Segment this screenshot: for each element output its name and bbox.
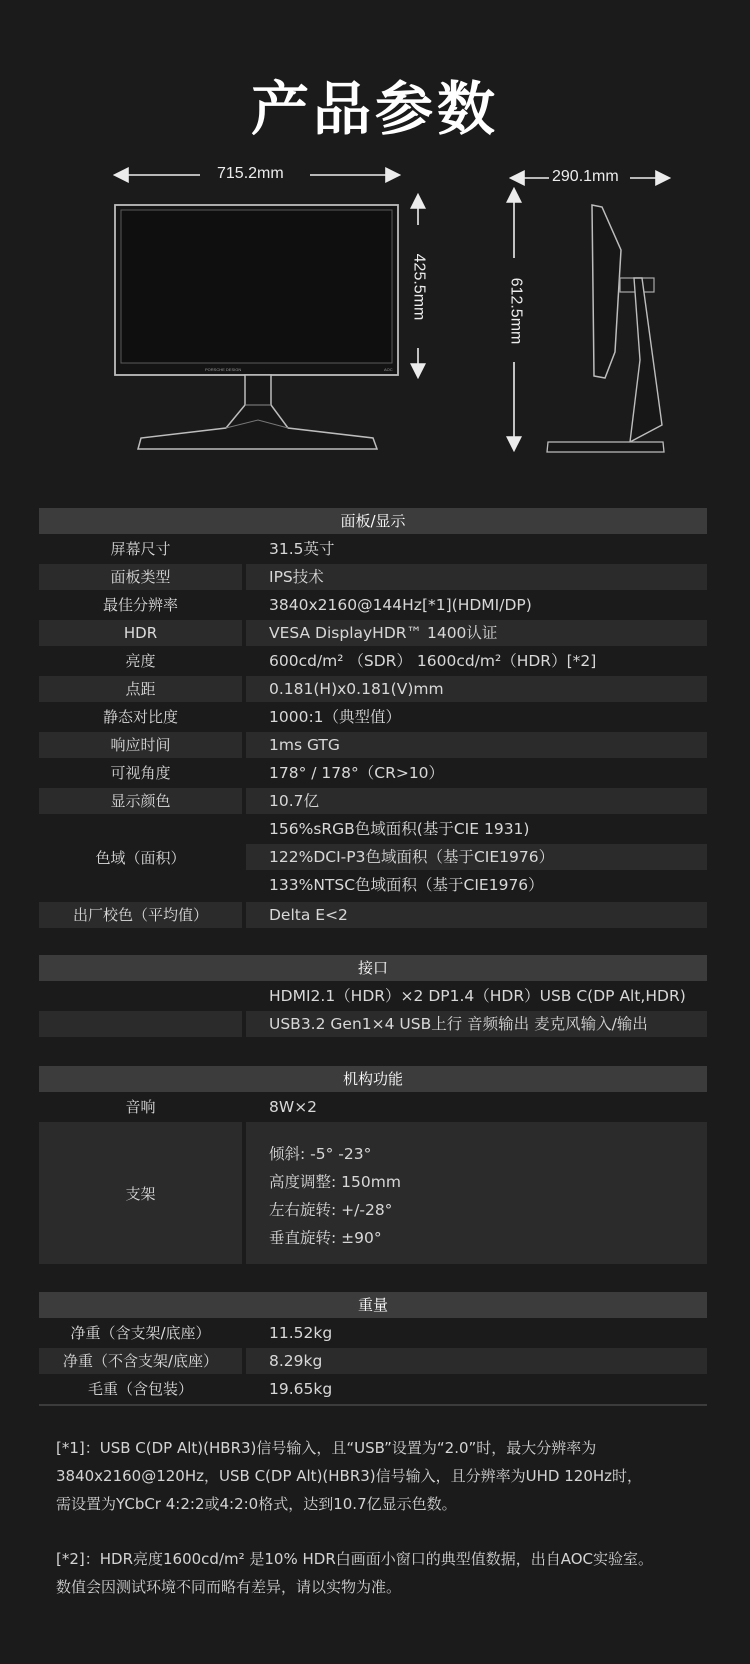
spec-row bbox=[39, 704, 707, 730]
monitor-front-stand bbox=[138, 375, 377, 449]
stand-row bbox=[39, 1122, 707, 1264]
spec-row bbox=[39, 1376, 707, 1402]
gamut-value: 122%DCI-P3色域面积（基于CIE1976） bbox=[246, 844, 707, 870]
footnote-line: [*1]：USB C(DP Alt)(HBR3)信号输入，且“USB”设置为“2.0”时，最大分辨率为 bbox=[56, 1439, 597, 1457]
spec-value: 19.65kg bbox=[269, 1380, 333, 1398]
spec-row bbox=[39, 648, 707, 674]
gamut-label: 色域（面积） bbox=[95, 848, 186, 867]
spec-label: HDR bbox=[39, 620, 242, 646]
mechanical-header: 机构功能 bbox=[39, 1066, 707, 1092]
bezel-logo: AOC bbox=[384, 367, 393, 372]
spec-row bbox=[39, 564, 707, 590]
depth-label: 290.1mm bbox=[552, 168, 619, 185]
ports-header: 接口 bbox=[39, 955, 707, 981]
monitor-side-panel bbox=[592, 205, 621, 378]
panel-section bbox=[39, 508, 707, 930]
ports-value: HDMI2.1（HDR）×2 DP1.4（HDR）USB C(DP Alt,HDR) bbox=[269, 987, 686, 1005]
footnote-line: 数值会因测试环境不同而略有差异，请以实物为准。 bbox=[56, 1578, 402, 1596]
spec-value: 1ms GTG bbox=[246, 732, 707, 758]
spec-value: 8W×2 bbox=[269, 1098, 318, 1116]
spec-label: 可视角度 bbox=[110, 764, 171, 782]
spec-row bbox=[39, 1094, 707, 1120]
ports-row bbox=[39, 983, 707, 1009]
spec-row bbox=[39, 620, 707, 646]
gamut-value: 133%NTSC色域面积（基于CIE1976） bbox=[269, 876, 544, 894]
spec-label: 点距 bbox=[39, 676, 242, 702]
spec-label: 面板类型 bbox=[39, 564, 242, 590]
footnote-line: 需设置为YCbCr 4:2:2或4:2:0格式，达到10.7亿显示色数。 bbox=[56, 1495, 457, 1513]
spec-row bbox=[39, 732, 707, 758]
spec-value: 600cd/m² （SDR） 1600cd/m²（HDR）[*2] bbox=[269, 652, 597, 670]
spec-row bbox=[39, 902, 707, 928]
spec-value: Delta E<2 bbox=[246, 902, 707, 928]
spec-label: 静态对比度 bbox=[102, 708, 178, 726]
dimension-diagram bbox=[0, 0, 750, 470]
footnote-line: [*2]：HDR亮度1600cd/m² 是10% HDR白画面小窗口的典型值数据，出自AOC实验室。 bbox=[56, 1550, 654, 1568]
spec-label: 最佳分辨率 bbox=[102, 596, 178, 614]
stand-label: 支架 bbox=[39, 1122, 242, 1264]
spec-value: 0.181(H)x0.181(V)mm bbox=[246, 676, 707, 702]
spec-row bbox=[39, 676, 707, 702]
stand-value: 左右旋转: +/-28° bbox=[269, 1201, 393, 1219]
spec-label: 屏幕尺寸 bbox=[110, 540, 171, 558]
spec-value: 3840x2160@144Hz[*1](HDMI/DP) bbox=[269, 596, 532, 614]
spec-label: 亮度 bbox=[125, 652, 156, 670]
footnote-1 bbox=[56, 1434, 706, 1518]
mechanical-section bbox=[39, 1066, 707, 1266]
spec-label: 音响 bbox=[125, 1098, 156, 1116]
monitor-side-stand bbox=[630, 278, 662, 442]
spec-value: 178° / 178°（CR>10） bbox=[269, 764, 445, 782]
ports-value: USB3.2 Gen1×4 USB上行 音频输出 麦克风输入/输出 bbox=[246, 1011, 707, 1037]
weight-header: 重量 bbox=[39, 1292, 707, 1318]
gamut-value: 156%sRGB色域面积(基于CIE 1931) bbox=[269, 820, 530, 838]
spec-label: 毛重（含包装） bbox=[87, 1380, 193, 1398]
spec-row bbox=[39, 1348, 707, 1374]
spec-value: 1000:1（典型值） bbox=[269, 708, 402, 726]
spec-row bbox=[39, 760, 707, 786]
spec-row bbox=[39, 592, 707, 618]
spec-value: 10.7亿 bbox=[246, 788, 707, 814]
gamut-row bbox=[39, 816, 707, 900]
divider bbox=[39, 1404, 707, 1406]
stand-value: 垂直旋转: ±90° bbox=[269, 1229, 382, 1247]
stand-value: 高度调整: 150mm bbox=[269, 1173, 401, 1191]
page-title: 产品参数 bbox=[250, 75, 499, 143]
footnote-2 bbox=[56, 1545, 706, 1601]
spec-value: VESA DisplayHDR™ 1400认证 bbox=[246, 620, 707, 646]
screen-height-label: 425.5mm bbox=[410, 253, 428, 321]
spec-value: 11.52kg bbox=[269, 1324, 333, 1342]
width-label: 715.2mm bbox=[217, 165, 284, 182]
weight-section bbox=[39, 1292, 707, 1406]
spec-label: 出厂校色（平均值） bbox=[39, 902, 242, 928]
spec-label: 显示颜色 bbox=[39, 788, 242, 814]
bezel-brand: PORSCHE DESIGN bbox=[205, 367, 242, 372]
panel-header: 面板/显示 bbox=[39, 508, 707, 534]
spec-value: 8.29kg bbox=[246, 1348, 707, 1374]
spec-value: 31.5英寸 bbox=[269, 540, 335, 558]
ports-row bbox=[39, 1011, 707, 1037]
spec-label: 响应时间 bbox=[39, 732, 242, 758]
spec-row bbox=[39, 536, 707, 562]
spec-row bbox=[39, 1320, 707, 1346]
footnote-line: 3840x2160@120Hz，USB C(DP Alt)(HBR3)信号输入，且分辨率为UHD 120Hz时， bbox=[56, 1467, 643, 1485]
total-height-label: 612.5mm bbox=[507, 277, 525, 345]
spec-row bbox=[39, 788, 707, 814]
spec-value: IPS技术 bbox=[246, 564, 707, 590]
ports-section bbox=[39, 955, 707, 1039]
monitor-side-base bbox=[547, 442, 664, 452]
spec-label: 净重（含支架/底座） bbox=[70, 1324, 211, 1342]
monitor-drawing bbox=[0, 0, 750, 470]
spec-label: 净重（不含支架/底座） bbox=[39, 1348, 242, 1374]
stand-value: 倾斜: -5° -23° bbox=[269, 1145, 372, 1163]
monitor-front-screen bbox=[121, 210, 392, 363]
